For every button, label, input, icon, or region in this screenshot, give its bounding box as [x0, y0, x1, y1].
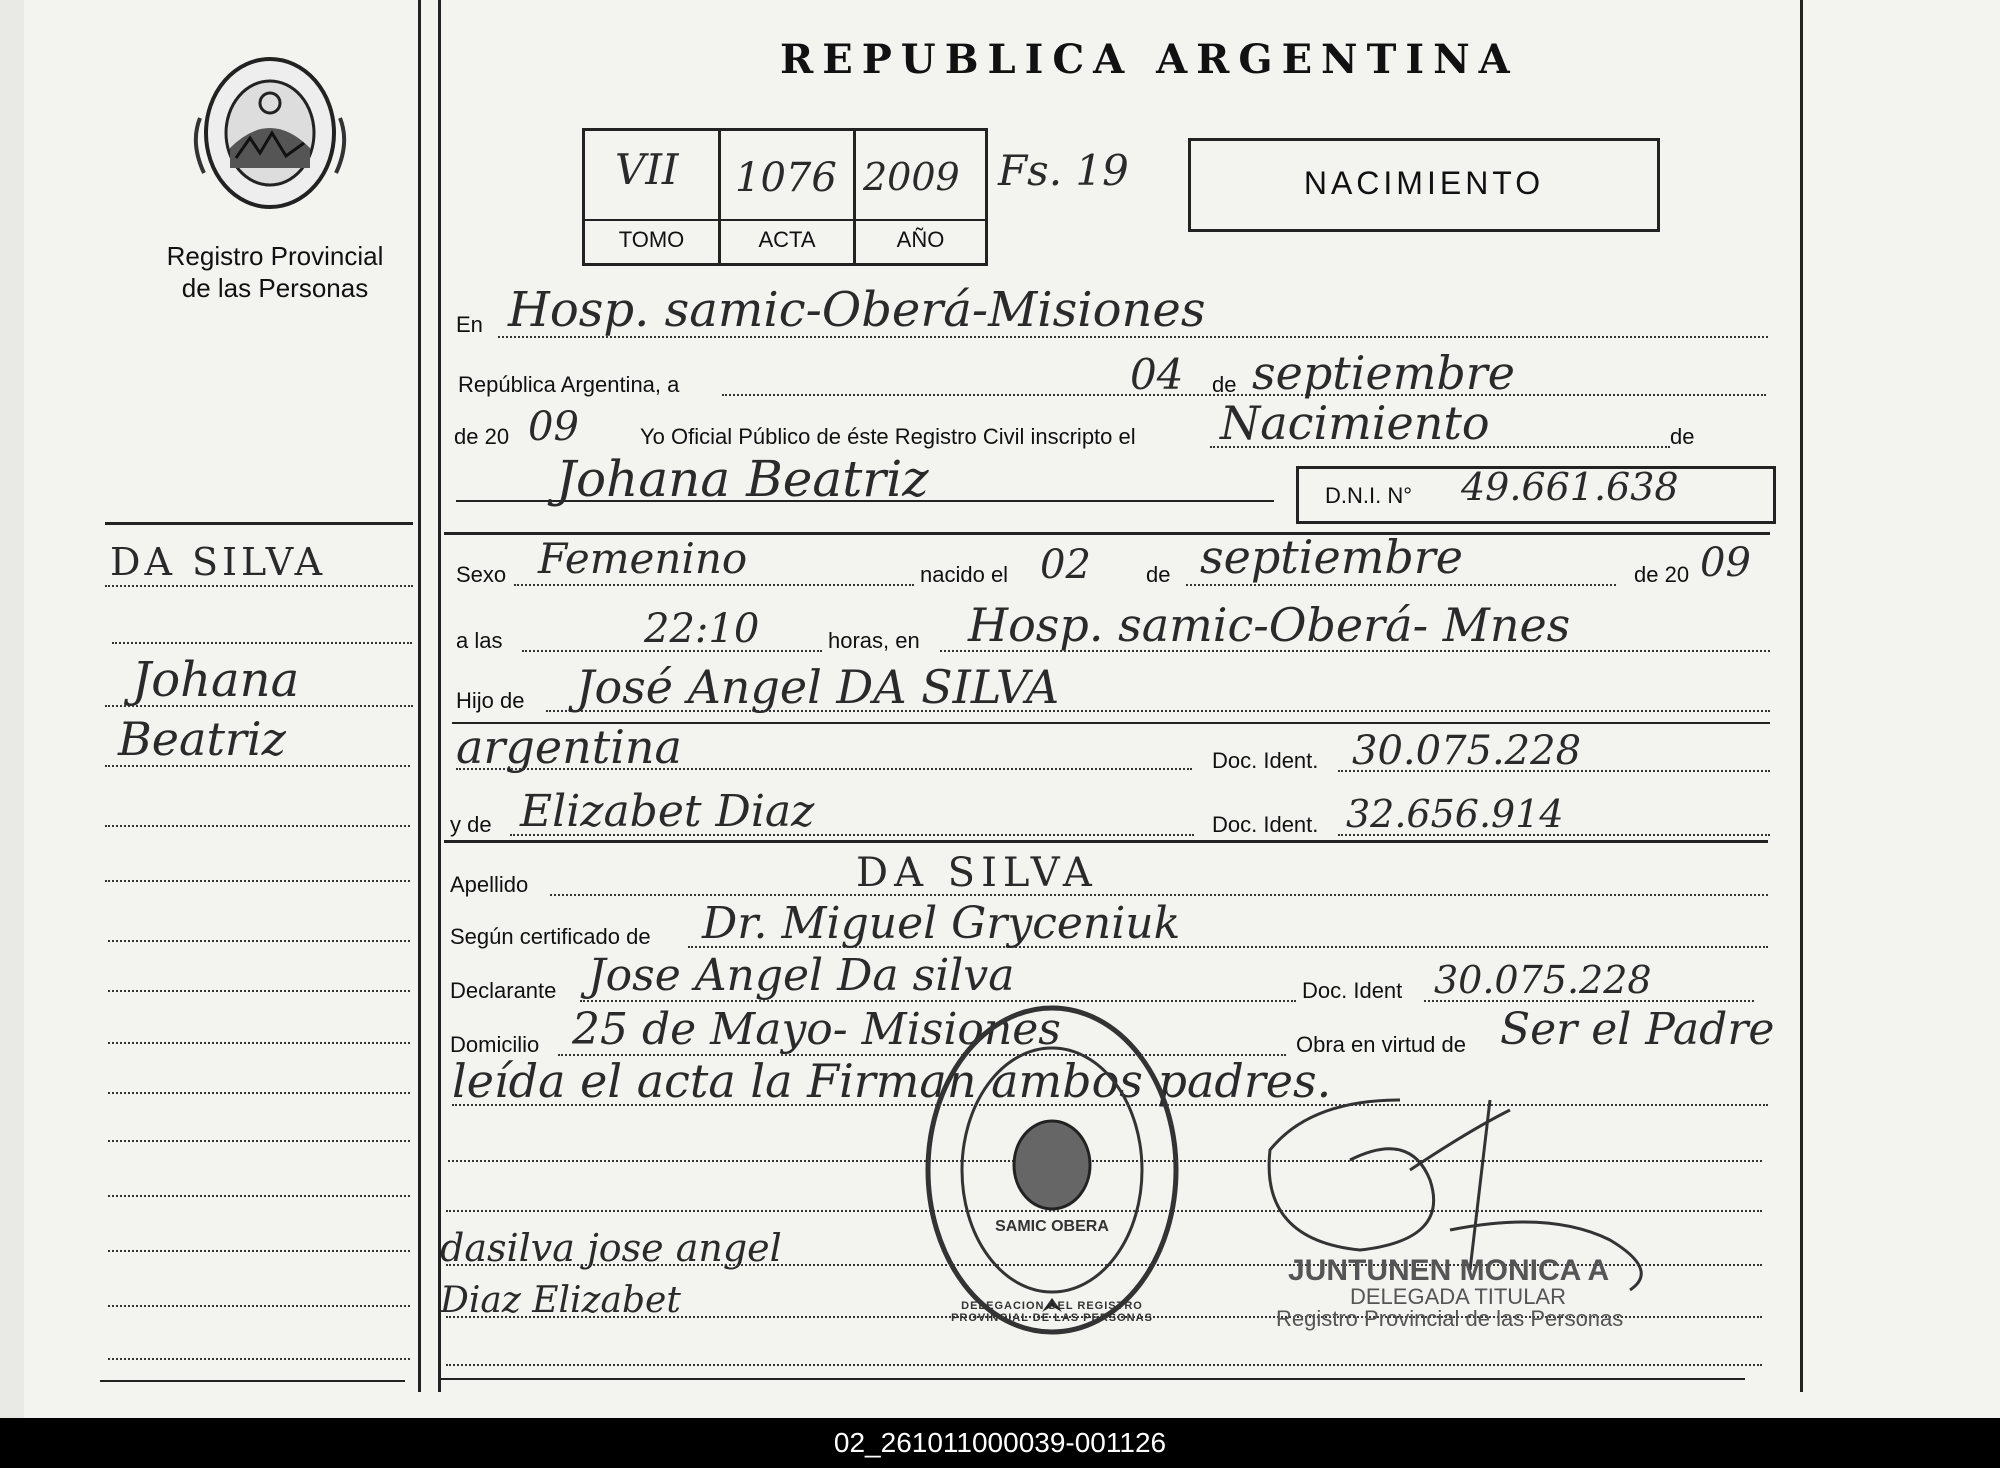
- doc-label-2: Doc. Ident.: [1212, 812, 1319, 837]
- delegation-stamp: [920, 1000, 1184, 1340]
- margin-line-1: [105, 585, 413, 587]
- sexo-line: [514, 584, 914, 586]
- registry-line-2: de las Personas: [181, 273, 369, 303]
- dni-value: 49.661.638: [1461, 465, 1679, 509]
- de20-label: de 20: [454, 424, 510, 449]
- officer-title: DELEGADA TITULAR: [1350, 1284, 1566, 1309]
- record-box-hdivider: [585, 219, 985, 221]
- margin-line-15: [108, 1358, 410, 1360]
- doc-padre: 30.075.228: [1352, 728, 1582, 774]
- record-box: [582, 128, 988, 266]
- margin-line-9: [108, 1042, 410, 1044]
- acta-label: ACTA: [758, 227, 816, 252]
- doc-madre: 32.656.914: [1346, 792, 1564, 836]
- margin-top-rule: [105, 522, 413, 525]
- margin-line-8: [108, 990, 410, 992]
- apellido-label: Apellido: [450, 872, 529, 897]
- en-value: Hosp. samic-Oberá-Misiones: [508, 282, 1206, 338]
- folio-value: Fs. 19: [998, 146, 1129, 195]
- act-type-box: [1188, 138, 1660, 232]
- day-value: 04: [1130, 350, 1184, 399]
- hora-value: 22:10: [644, 606, 760, 652]
- main-area-left-border: [438, 0, 441, 1392]
- nacionalidad-padre: argentina: [456, 720, 682, 774]
- scan-id-footer: 02_261011000039-001126: [0, 1418, 2000, 1468]
- margin-surname: DA SILVA: [110, 540, 327, 584]
- oficial-label: Yo Oficial Público de éste Registro Civil inscripto el: [640, 424, 1136, 449]
- tomo-value: VII: [615, 145, 679, 194]
- tomo-label: TOMO: [618, 227, 685, 252]
- declarante-value: Jose Angel Da silva: [588, 950, 1015, 1001]
- obra-label: Obra en virtud de: [1296, 1032, 1466, 1057]
- country-title: REPUBLICA ARGENTINA: [780, 36, 1519, 83]
- de20-label-2: de 20: [1634, 562, 1690, 587]
- anio-value: 2009: [863, 155, 960, 199]
- nacido-label: nacido el: [920, 562, 1009, 587]
- alas-label: a las: [456, 628, 503, 653]
- doc-declarante: 30.075.228: [1434, 958, 1652, 1002]
- acta-value: 1076: [735, 155, 837, 201]
- margin-line-3: [105, 705, 413, 707]
- margin-name-1: Johana: [132, 652, 300, 708]
- sexo-value: Femenino: [538, 534, 748, 583]
- margin-line-13: [108, 1250, 410, 1252]
- de-label-3: de: [1146, 562, 1171, 587]
- margin-line-10: [108, 1092, 410, 1094]
- registry-line-1: Registro Provincial: [166, 241, 384, 271]
- margin-line-7: [108, 940, 410, 942]
- nacido-year: 09: [1700, 540, 1751, 586]
- stamp-inner-text: SAMIC OBERA: [995, 1218, 1109, 1235]
- doc-label-3: Doc. Ident: [1302, 978, 1403, 1003]
- obra-value: Ser el Padre: [1500, 1004, 1775, 1055]
- margin-line-4: [105, 765, 410, 767]
- segun-label: Según certificado de: [450, 924, 651, 949]
- anio-label: AÑO: [896, 227, 945, 252]
- margin-name-2: Beatriz: [118, 712, 286, 766]
- stamp-ring-text: DELEGACION DEL REGISTRO PROVINCIAL DE LAS PERSONAS: [951, 1300, 1153, 1324]
- left-column-border: [418, 0, 421, 1392]
- republica-label: República Argentina, a: [458, 372, 680, 397]
- registry-name: [150, 240, 400, 304]
- nacido-day: 02: [1040, 542, 1091, 588]
- margin-line-11: [108, 1140, 410, 1142]
- margin-line-6: [105, 880, 410, 882]
- margin-line-14: [108, 1305, 410, 1307]
- signature-madre: Diaz Elizabet: [440, 1280, 681, 1321]
- hijo-label: Hijo de: [456, 688, 525, 713]
- lugar-value: Hosp. samic-Oberá- Mnes: [968, 598, 1571, 652]
- yde-label: y de: [450, 812, 492, 837]
- nota-value: leída el acta la Firman ambos padres.: [452, 1054, 1332, 1108]
- domicilio-label: Domicilio: [450, 1032, 540, 1057]
- blank-line-5: [446, 1364, 1762, 1366]
- doc-label: Doc. Ident.: [1212, 748, 1319, 773]
- inscripto-value: Nacimiento: [1220, 396, 1490, 450]
- stamp-icon: [920, 1000, 1184, 1340]
- margin-line-2: [112, 642, 412, 644]
- padre-value: José Angel DA SILVA: [576, 660, 1060, 714]
- declarante-label: Declarante: [450, 978, 557, 1003]
- officer-name: JUNTUNEN MONICA A: [1288, 1254, 1610, 1287]
- madre-value: Elizabet Diaz: [520, 786, 815, 837]
- person-name: Johana Beatriz: [556, 450, 929, 508]
- nacido-month: septiembre: [1200, 530, 1463, 584]
- dni-label: D.N.I. N°: [1325, 483, 1413, 508]
- main-area-right-border: [1800, 0, 1803, 1392]
- certificado-value: Dr. Miguel Gryceniuk: [702, 898, 1181, 949]
- margin-line-12: [108, 1195, 410, 1197]
- signature-padre: dasilva jose angel: [440, 1226, 782, 1270]
- horas-label: horas, en: [828, 628, 920, 653]
- de-label: de: [1212, 372, 1237, 397]
- domicilio-value: 25 de Mayo- Misiones: [572, 1004, 1061, 1055]
- margin-bottom-rule: [100, 1380, 405, 1382]
- sexo-label: Sexo: [456, 562, 507, 587]
- year-suffix-value: 09: [528, 404, 579, 450]
- margin-line-5: [105, 825, 410, 827]
- apellido-value: DA SILVA: [856, 850, 1098, 896]
- act-type-label: NACIMIENTO: [1303, 165, 1545, 201]
- provincial-seal-icon: [190, 48, 350, 218]
- nacido-month-line: [1186, 584, 1616, 586]
- officer-office: Registro Provincial de las Personas: [1276, 1306, 1624, 1331]
- dni-box: [1296, 466, 1776, 524]
- month-value: septiembre: [1252, 346, 1515, 400]
- section-rule-2: [444, 840, 1768, 843]
- body-bottom-rule: [440, 1378, 1745, 1380]
- en-label: En: [456, 312, 483, 337]
- de-label-2: de: [1670, 424, 1695, 449]
- apellido-line: [550, 894, 1768, 896]
